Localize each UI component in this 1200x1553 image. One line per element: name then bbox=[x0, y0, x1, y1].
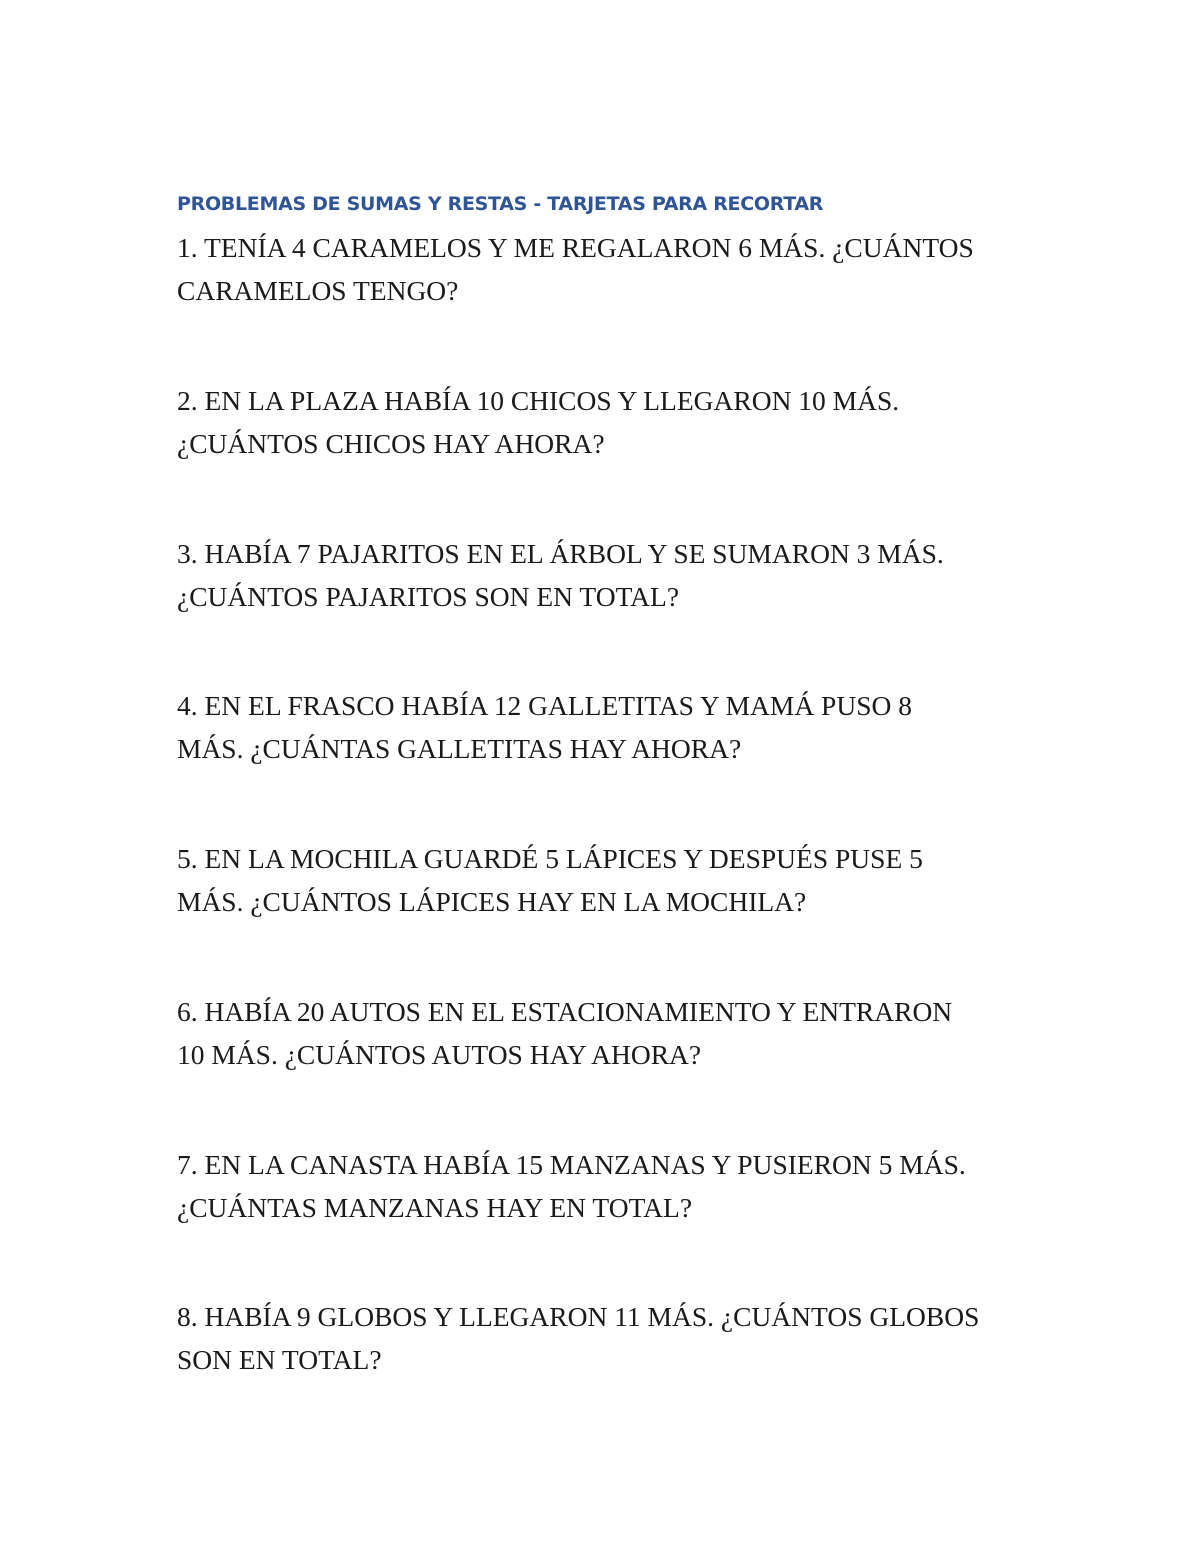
problem-line: ¿CUÁNTOS PAJARITOS SON EN TOTAL? bbox=[177, 581, 680, 612]
problem-3 bbox=[177, 532, 1027, 618]
problem-line: CARAMELOS TENGO? bbox=[177, 275, 459, 306]
problem-line: 5. EN LA MOCHILA GUARDÉ 5 LÁPICES Y DESPUÉS PUSE 5 bbox=[177, 843, 923, 874]
problem-line: 2. EN LA PLAZA HABÍA 10 CHICOS Y LLEGARON 10 MÁS. bbox=[177, 385, 900, 416]
document-title: PROBLEMAS DE SUMAS Y RESTAS - TARJETAS PARA RECORTAR bbox=[177, 193, 824, 215]
problem-4 bbox=[177, 684, 1027, 770]
problem-line: 6. HABÍA 20 AUTOS EN EL ESTACIONAMIENTO Y ENTRARON bbox=[177, 996, 953, 1027]
problem-line: MÁS. ¿CUÁNTAS GALLETITAS HAY AHORA? bbox=[177, 733, 742, 764]
problem-6 bbox=[177, 990, 1027, 1076]
problem-line: SON EN TOTAL? bbox=[177, 1344, 382, 1375]
problem-line: 1. TENÍA 4 CARAMELOS Y ME REGALARON 6 MÁS. ¿CUÁNTOS bbox=[177, 232, 974, 263]
problem-line: 10 MÁS. ¿CUÁNTOS AUTOS HAY AHORA? bbox=[177, 1039, 702, 1070]
problem-line: 3. HABÍA 7 PAJARITOS EN EL ÁRBOL Y SE SUMARON 3 MÁS. bbox=[177, 538, 944, 569]
problem-2 bbox=[177, 379, 1027, 465]
problem-line: ¿CUÁNTOS CHICOS HAY AHORA? bbox=[177, 428, 605, 459]
problem-5 bbox=[177, 837, 1027, 923]
problem-line: ¿CUÁNTAS MANZANAS HAY EN TOTAL? bbox=[177, 1192, 693, 1223]
problem-8 bbox=[177, 1295, 1027, 1381]
problem-line: 8. HABÍA 9 GLOBOS Y LLEGARON 11 MÁS. ¿CUÁNTOS GLOBOS bbox=[177, 1301, 980, 1332]
problem-7 bbox=[177, 1143, 1027, 1229]
problem-line: MÁS. ¿CUÁNTOS LÁPICES HAY EN LA MOCHILA? bbox=[177, 886, 807, 917]
problem-1 bbox=[177, 226, 1027, 312]
problem-line: 7. EN LA CANASTA HABÍA 15 MANZANAS Y PUSIERON 5 MÁS. bbox=[177, 1149, 966, 1180]
problem-line: 4. EN EL FRASCO HABÍA 12 GALLETITAS Y MAMÁ PUSO 8 bbox=[177, 690, 912, 721]
